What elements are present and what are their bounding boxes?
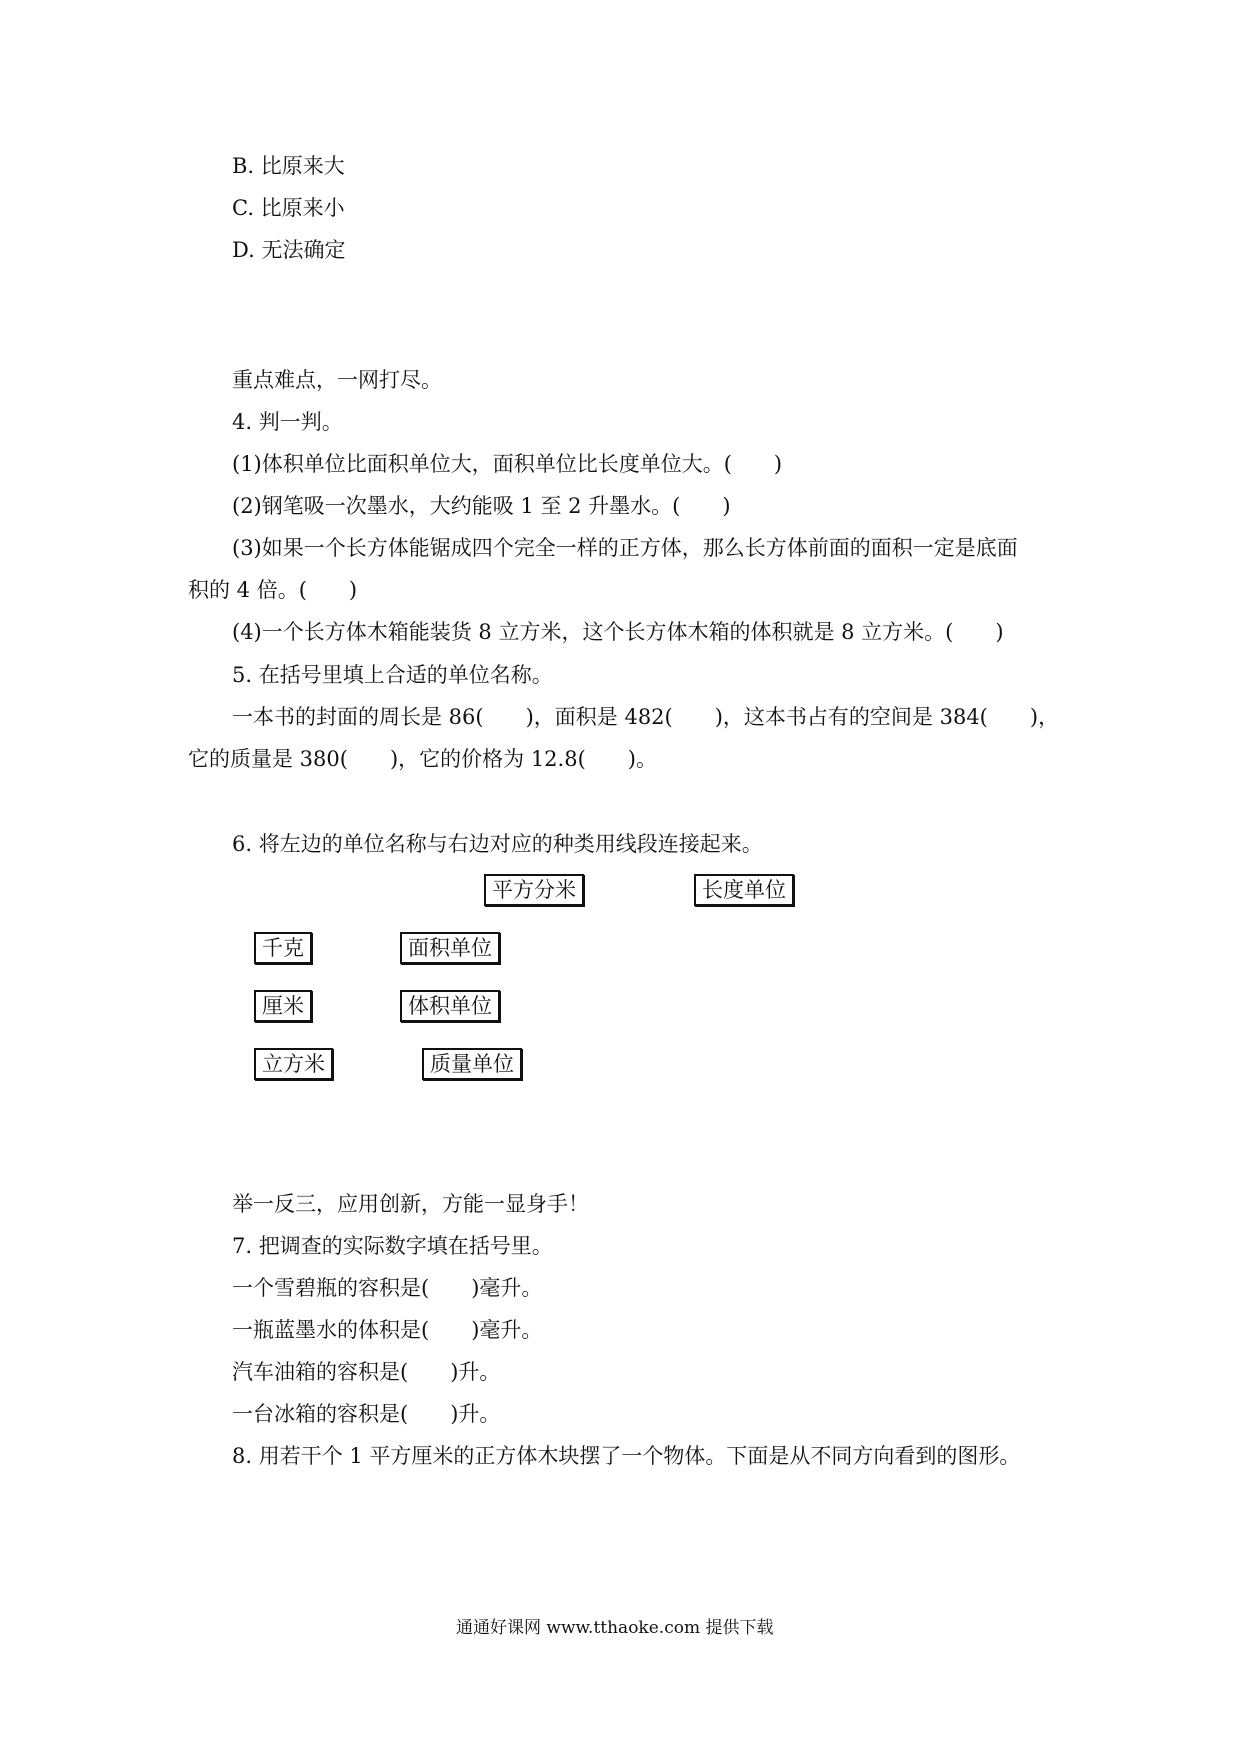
category-box-volume-unit: 体积单位 <box>400 990 500 1022</box>
q5-line-2: 它的质量是 380( )，它的价格为 12.8( )。 <box>188 747 657 771</box>
q4-item-1: (1)体积单位比面积单位大，面积单位比长度单位大。( ) <box>232 452 783 476</box>
option-b: B. 比原来大 <box>232 154 345 178</box>
q4-title: 4. 判一判。 <box>232 410 343 434</box>
unit-box-centimeter: 厘米 <box>254 990 312 1022</box>
q7-item-3: 汽车油箱的容积是( )升。 <box>232 1360 501 1384</box>
option-c: C. 比原来小 <box>232 196 345 220</box>
option-d: D. 无法确定 <box>232 238 346 262</box>
q7-item-4: 一台冰箱的容积是( )升。 <box>232 1402 501 1426</box>
q8-title: 8. 用若干个 1 平方厘米的正方体木块摆了一个物体。下面是从不同方向看到的图形。 <box>232 1444 1021 1468</box>
q5-line-1: 一本书的封面的周长是 86( )，面积是 482( )，这本书占有的空间是 384( )， <box>232 705 1060 729</box>
q7-item-1: 一个雪碧瓶的容积是( )毫升。 <box>232 1276 543 1300</box>
category-box-mass-unit: 质量单位 <box>422 1048 522 1080</box>
unit-box-cubic-meter: 立方米 <box>254 1048 333 1080</box>
q4-item-2: (2)钢笔吸一次墨水，大约能吸 1 至 2 升墨水。( ) <box>232 494 731 518</box>
q7-title: 7. 把调查的实际数字填在括号里。 <box>232 1234 553 1258</box>
q7-item-2: 一瓶蓝墨水的体积是( )毫升。 <box>232 1318 543 1342</box>
category-box-area-unit: 面积单位 <box>400 932 500 964</box>
category-box-length-unit: 长度单位 <box>694 874 794 906</box>
unit-box-square-decimeter: 平方分米 <box>484 874 584 906</box>
unit-box-kilogram: 千克 <box>254 932 312 964</box>
q4-item-3-continued: 积的 4 倍。( ) <box>188 578 358 602</box>
section-heading-key-points: 重点难点，一网打尽。 <box>232 368 442 392</box>
q4-item-4: (4)一个长方体木箱能装货 8 立方米，这个长方体木箱的体积就是 8 立方米。( ) <box>232 620 1004 644</box>
section-heading-application: 举一反三，应用创新，方能一显身手！ <box>232 1192 589 1216</box>
q4-item-3: (3)如果一个长方体能锯成四个完全一样的正方体，那么长方体前面的面积一定是底面 <box>232 536 1018 560</box>
q5-title: 5. 在括号里填上合适的单位名称。 <box>232 663 553 687</box>
page-footer: 通通好课网 www.tthaoke.com 提供下载 <box>456 1618 774 1638</box>
q6-title: 6. 将左边的单位名称与右边对应的种类用线段连接起来。 <box>232 832 763 856</box>
